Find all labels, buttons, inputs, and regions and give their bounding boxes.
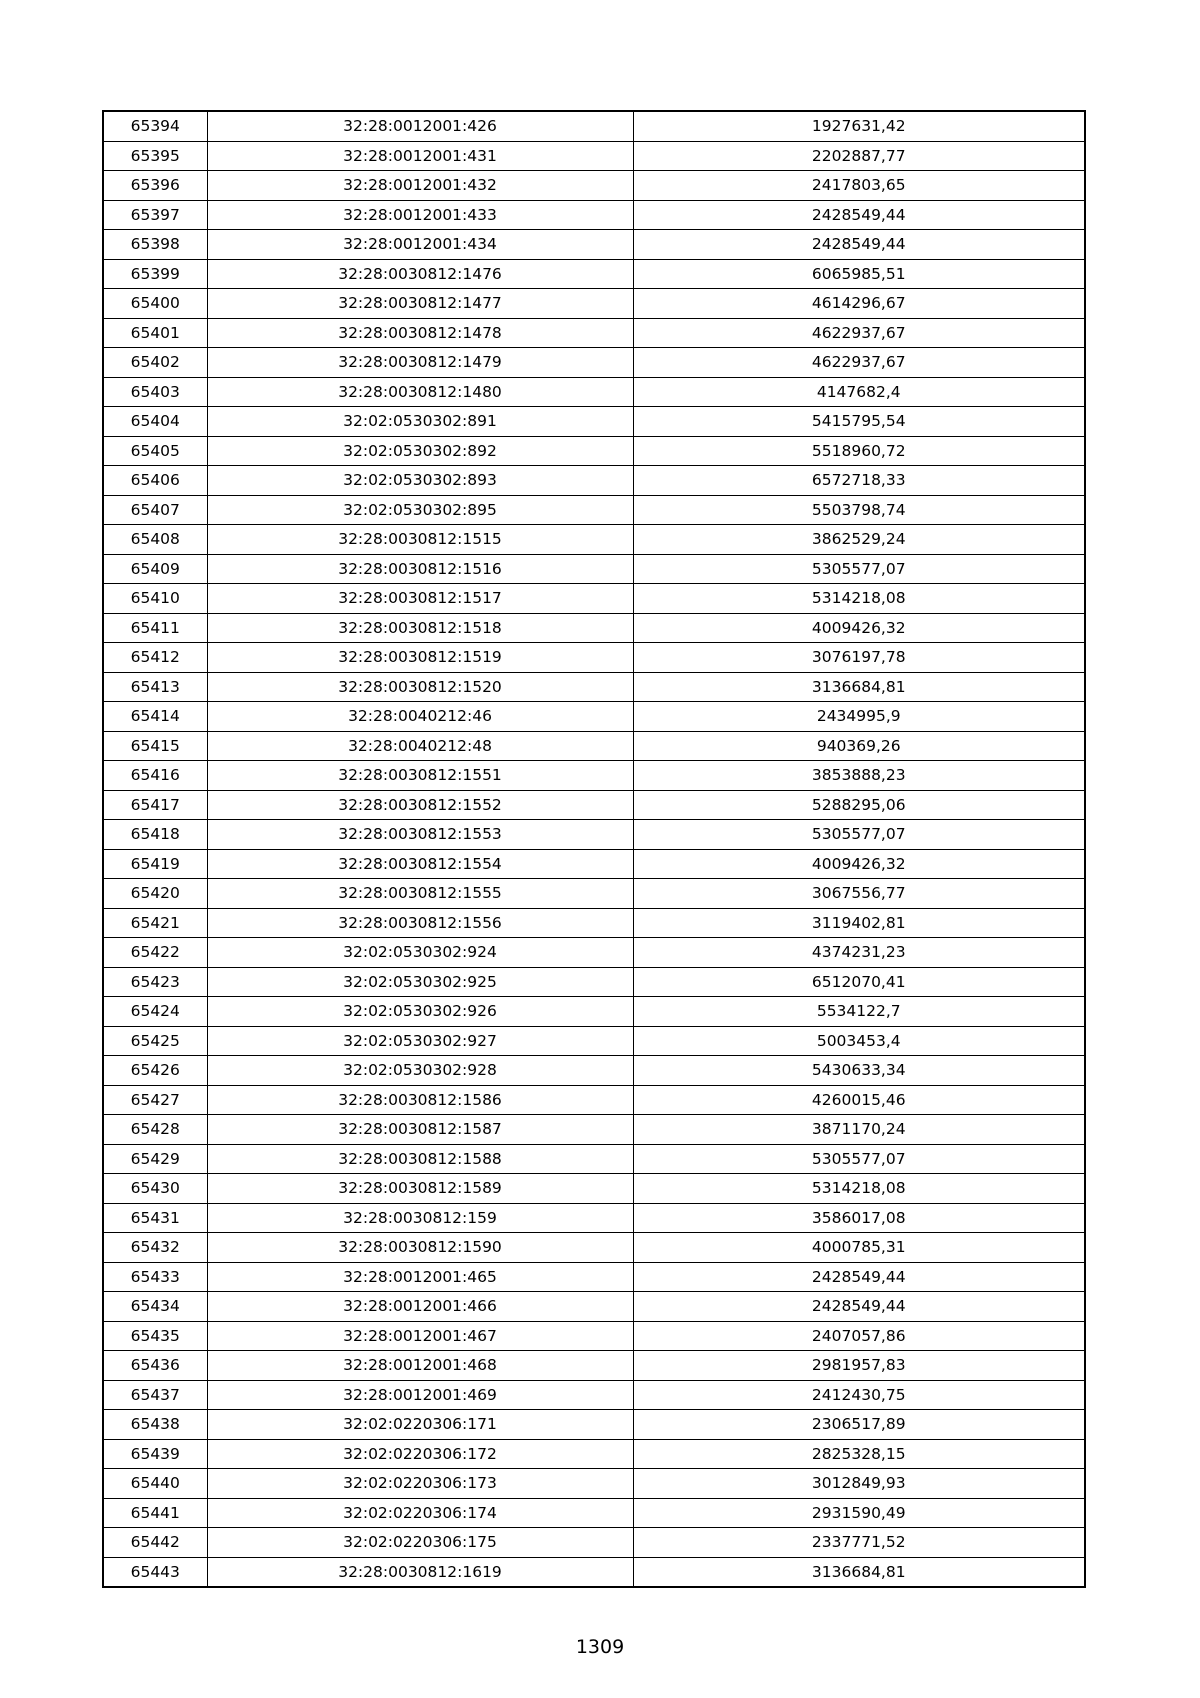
row-number-cell: 65431 [103, 1203, 207, 1233]
table-row [103, 702, 1085, 732]
cadastral-number-cell: 32:02:0530302:926 [207, 997, 633, 1027]
cadastral-value-cell: 2407057,86 [633, 1321, 1085, 1351]
row-number-cell: 65439 [103, 1439, 207, 1469]
cadastral-number-cell: 32:28:0012001:466 [207, 1292, 633, 1322]
row-number-cell: 65415 [103, 731, 207, 761]
cadastral-value-cell: 3076197,78 [633, 643, 1085, 673]
cadastral-number-cell: 32:02:0530302:892 [207, 436, 633, 466]
table-row [103, 761, 1085, 791]
cadastral-value-cell: 2337771,52 [633, 1528, 1085, 1558]
row-number-cell: 65441 [103, 1498, 207, 1528]
cadastral-number-cell: 32:02:0530302:927 [207, 1026, 633, 1056]
table-row [103, 938, 1085, 968]
table-row [103, 318, 1085, 348]
table-row [103, 171, 1085, 201]
cadastral-number-cell: 32:28:0030812:1587 [207, 1115, 633, 1145]
row-number-cell: 65417 [103, 790, 207, 820]
row-number-cell: 65396 [103, 171, 207, 201]
table-row [103, 1351, 1085, 1381]
table-row [103, 200, 1085, 230]
cadastral-number-cell: 32:28:0040212:46 [207, 702, 633, 732]
row-number-cell: 65435 [103, 1321, 207, 1351]
table-row [103, 348, 1085, 378]
row-number-cell: 65422 [103, 938, 207, 968]
row-number-cell: 65398 [103, 230, 207, 260]
row-number-cell: 65429 [103, 1144, 207, 1174]
row-number-cell: 65416 [103, 761, 207, 791]
row-number-cell: 65412 [103, 643, 207, 673]
cadastral-value-cell: 4009426,32 [633, 849, 1085, 879]
table-row [103, 1056, 1085, 1086]
table-row [103, 111, 1085, 141]
table-row [103, 407, 1085, 437]
cadastral-value-cell: 1927631,42 [633, 111, 1085, 141]
cadastral-value-cell: 3136684,81 [633, 672, 1085, 702]
cadastral-number-cell: 32:02:0220306:172 [207, 1439, 633, 1469]
table-row [103, 259, 1085, 289]
cadastral-number-cell: 32:02:0530302:924 [207, 938, 633, 968]
table-row [103, 525, 1085, 555]
table-row [103, 643, 1085, 673]
table-row [103, 1085, 1085, 1115]
cadastral-number-cell: 32:28:0030812:1519 [207, 643, 633, 673]
cadastral-number-cell: 32:28:0012001:434 [207, 230, 633, 260]
cadastral-value-cell: 2417803,65 [633, 171, 1085, 201]
cadastral-number-cell: 32:02:0220306:171 [207, 1410, 633, 1440]
cadastral-number-cell: 32:02:0530302:928 [207, 1056, 633, 1086]
row-number-cell: 65413 [103, 672, 207, 702]
table-row [103, 1233, 1085, 1263]
row-number-cell: 65425 [103, 1026, 207, 1056]
cadastral-number-cell: 32:28:0012001:426 [207, 111, 633, 141]
cadastral-number-cell: 32:02:0530302:925 [207, 967, 633, 997]
cadastral-number-cell: 32:28:0030812:1480 [207, 377, 633, 407]
cadastral-value-cell: 4009426,32 [633, 613, 1085, 643]
table-row [103, 997, 1085, 1027]
table-row [103, 1557, 1085, 1587]
cadastral-number-cell: 32:28:0012001:467 [207, 1321, 633, 1351]
cadastral-value-cell: 2202887,77 [633, 141, 1085, 171]
row-number-cell: 65430 [103, 1174, 207, 1204]
cadastral-value-cell: 3012849,93 [633, 1469, 1085, 1499]
cadastral-value-cell: 2931590,49 [633, 1498, 1085, 1528]
cadastral-number-cell: 32:28:0012001:465 [207, 1262, 633, 1292]
cadastral-value-cell: 4260015,46 [633, 1085, 1085, 1115]
table-row [103, 141, 1085, 171]
row-number-cell: 65402 [103, 348, 207, 378]
cadastral-number-cell: 32:28:0030812:1520 [207, 672, 633, 702]
cadastral-value-cell: 2981957,83 [633, 1351, 1085, 1381]
row-number-cell: 65437 [103, 1380, 207, 1410]
table-row [103, 1439, 1085, 1469]
cadastral-value-cell: 5305577,07 [633, 820, 1085, 850]
table-row [103, 230, 1085, 260]
row-number-cell: 65436 [103, 1351, 207, 1381]
cadastral-number-cell: 32:28:0030812:159 [207, 1203, 633, 1233]
cadastral-value-cell: 5314218,08 [633, 1174, 1085, 1204]
cadastral-value-cell: 4374231,23 [633, 938, 1085, 968]
row-number-cell: 65438 [103, 1410, 207, 1440]
row-number-cell: 65400 [103, 289, 207, 319]
table-row [103, 436, 1085, 466]
table-row [103, 1321, 1085, 1351]
cadastral-value-cell: 4622937,67 [633, 318, 1085, 348]
cadastral-value-cell: 4622937,67 [633, 348, 1085, 378]
cadastral-number-cell: 32:28:0030812:1556 [207, 908, 633, 938]
cadastral-value-cell: 5534122,7 [633, 997, 1085, 1027]
table-row [103, 1469, 1085, 1499]
table-row [103, 1528, 1085, 1558]
row-number-cell: 65426 [103, 1056, 207, 1086]
cadastral-number-cell: 32:28:0012001:431 [207, 141, 633, 171]
row-number-cell: 65410 [103, 584, 207, 614]
table-row [103, 820, 1085, 850]
table-row [103, 613, 1085, 643]
table-row [103, 849, 1085, 879]
row-number-cell: 65424 [103, 997, 207, 1027]
cadastral-value-cell: 3136684,81 [633, 1557, 1085, 1587]
cadastral-number-cell: 32:28:0030812:1553 [207, 820, 633, 850]
row-number-cell: 65443 [103, 1557, 207, 1587]
cadastral-number-cell: 32:28:0030812:1588 [207, 1144, 633, 1174]
row-number-cell: 65406 [103, 466, 207, 496]
cadastral-value-cell: 5305577,07 [633, 554, 1085, 584]
cadastral-number-cell: 32:02:0530302:891 [207, 407, 633, 437]
cadastral-number-cell: 32:28:0030812:1516 [207, 554, 633, 584]
row-number-cell: 65401 [103, 318, 207, 348]
cadastral-number-cell: 32:28:0030812:1619 [207, 1557, 633, 1587]
cadastral-number-cell: 32:28:0012001:469 [207, 1380, 633, 1410]
row-number-cell: 65395 [103, 141, 207, 171]
cadastral-value-cell: 2428549,44 [633, 1262, 1085, 1292]
table-row [103, 1174, 1085, 1204]
row-number-cell: 65418 [103, 820, 207, 850]
cadastral-value-cell: 5503798,74 [633, 495, 1085, 525]
row-number-cell: 65394 [103, 111, 207, 141]
row-number-cell: 65414 [103, 702, 207, 732]
cadastral-number-cell: 32:28:0040212:48 [207, 731, 633, 761]
cadastral-value-cell: 4000785,31 [633, 1233, 1085, 1263]
cadastral-value-cell: 2306517,89 [633, 1410, 1085, 1440]
cadastral-value-cell: 6572718,33 [633, 466, 1085, 496]
cadastral-number-cell: 32:28:0012001:432 [207, 171, 633, 201]
cadastral-value-cell: 4147682,4 [633, 377, 1085, 407]
table-row [103, 1498, 1085, 1528]
cadastral-value-cell: 2428549,44 [633, 230, 1085, 260]
table-row [103, 1026, 1085, 1056]
cadastral-number-cell: 32:02:0220306:174 [207, 1498, 633, 1528]
cadastral-number-cell: 32:28:0030812:1552 [207, 790, 633, 820]
cadastral-value-cell: 2825328,15 [633, 1439, 1085, 1469]
table-row [103, 377, 1085, 407]
row-number-cell: 65427 [103, 1085, 207, 1115]
table-row [103, 879, 1085, 909]
cadastral-number-cell: 32:28:0030812:1589 [207, 1174, 633, 1204]
table-row [103, 1380, 1085, 1410]
cadastral-value-cell: 2412430,75 [633, 1380, 1085, 1410]
row-number-cell: 65420 [103, 879, 207, 909]
row-number-cell: 65409 [103, 554, 207, 584]
row-number-cell: 65428 [103, 1115, 207, 1145]
table-row [103, 908, 1085, 938]
cadastral-value-cell: 3853888,23 [633, 761, 1085, 791]
table-body [103, 111, 1085, 1587]
cadastral-value-cell: 2428549,44 [633, 200, 1085, 230]
cadastral-value-cell: 3067556,77 [633, 879, 1085, 909]
row-number-cell: 65397 [103, 200, 207, 230]
table-row [103, 967, 1085, 997]
page-number: 1309 [575, 1636, 625, 1658]
table-row [103, 672, 1085, 702]
row-number-cell: 65440 [103, 1469, 207, 1499]
cadastral-value-cell: 3871170,24 [633, 1115, 1085, 1145]
row-number-cell: 65408 [103, 525, 207, 555]
cadastral-value-cell: 940369,26 [633, 731, 1085, 761]
cadastral-value-cell: 5003453,4 [633, 1026, 1085, 1056]
cadastral-number-cell: 32:28:0030812:1590 [207, 1233, 633, 1263]
cadastral-value-cell: 6065985,51 [633, 259, 1085, 289]
cadastral-value-cell: 5415795,54 [633, 407, 1085, 437]
cadastral-value-cell: 5305577,07 [633, 1144, 1085, 1174]
cadastral-number-cell: 32:02:0220306:173 [207, 1469, 633, 1499]
row-number-cell: 65442 [103, 1528, 207, 1558]
row-number-cell: 65432 [103, 1233, 207, 1263]
row-number-cell: 65433 [103, 1262, 207, 1292]
cadastral-value-cell: 5288295,06 [633, 790, 1085, 820]
row-number-cell: 65434 [103, 1292, 207, 1322]
cadastral-number-cell: 32:28:0030812:1478 [207, 318, 633, 348]
cadastral-value-cell: 4614296,67 [633, 289, 1085, 319]
cadastral-number-cell: 32:28:0030812:1554 [207, 849, 633, 879]
cadastral-number-cell: 32:28:0030812:1517 [207, 584, 633, 614]
cadastral-value-cell: 5314218,08 [633, 584, 1085, 614]
table-row [103, 584, 1085, 614]
row-number-cell: 65423 [103, 967, 207, 997]
table-row [103, 466, 1085, 496]
cadastral-number-cell: 32:02:0530302:895 [207, 495, 633, 525]
table-row [103, 1115, 1085, 1145]
cadastral-value-cell: 5430633,34 [633, 1056, 1085, 1086]
row-number-cell: 65421 [103, 908, 207, 938]
cadastral-number-cell: 32:02:0530302:893 [207, 466, 633, 496]
row-number-cell: 65407 [103, 495, 207, 525]
table-row [103, 495, 1085, 525]
cadastral-value-cell: 3586017,08 [633, 1203, 1085, 1233]
cadastral-value-cell: 2434995,9 [633, 702, 1085, 732]
cadastral-number-cell: 32:28:0030812:1518 [207, 613, 633, 643]
cadastral-value-table [102, 110, 1086, 1588]
row-number-cell: 65403 [103, 377, 207, 407]
table-row [103, 1144, 1085, 1174]
cadastral-value-cell: 3119402,81 [633, 908, 1085, 938]
cadastral-value-cell: 5518960,72 [633, 436, 1085, 466]
cadastral-number-cell: 32:28:0030812:1551 [207, 761, 633, 791]
table-row [103, 554, 1085, 584]
cadastral-number-cell: 32:28:0012001:433 [207, 200, 633, 230]
table-row [103, 790, 1085, 820]
row-number-cell: 65404 [103, 407, 207, 437]
cadastral-number-cell: 32:28:0030812:1515 [207, 525, 633, 555]
row-number-cell: 65399 [103, 259, 207, 289]
table-row [103, 289, 1085, 319]
table-row [103, 1292, 1085, 1322]
cadastral-number-cell: 32:28:0030812:1476 [207, 259, 633, 289]
cadastral-number-cell: 32:28:0030812:1479 [207, 348, 633, 378]
cadastral-number-cell: 32:28:0030812:1477 [207, 289, 633, 319]
row-number-cell: 65419 [103, 849, 207, 879]
row-number-cell: 65411 [103, 613, 207, 643]
row-number-cell: 65405 [103, 436, 207, 466]
cadastral-value-cell: 6512070,41 [633, 967, 1085, 997]
table-row [103, 1203, 1085, 1233]
table-row [103, 731, 1085, 761]
cadastral-number-cell: 32:02:0220306:175 [207, 1528, 633, 1558]
cadastral-number-cell: 32:28:0030812:1555 [207, 879, 633, 909]
table-row [103, 1262, 1085, 1292]
cadastral-value-cell: 2428549,44 [633, 1292, 1085, 1322]
table-row [103, 1410, 1085, 1440]
cadastral-number-cell: 32:28:0012001:468 [207, 1351, 633, 1381]
cadastral-number-cell: 32:28:0030812:1586 [207, 1085, 633, 1115]
cadastral-value-cell: 3862529,24 [633, 525, 1085, 555]
